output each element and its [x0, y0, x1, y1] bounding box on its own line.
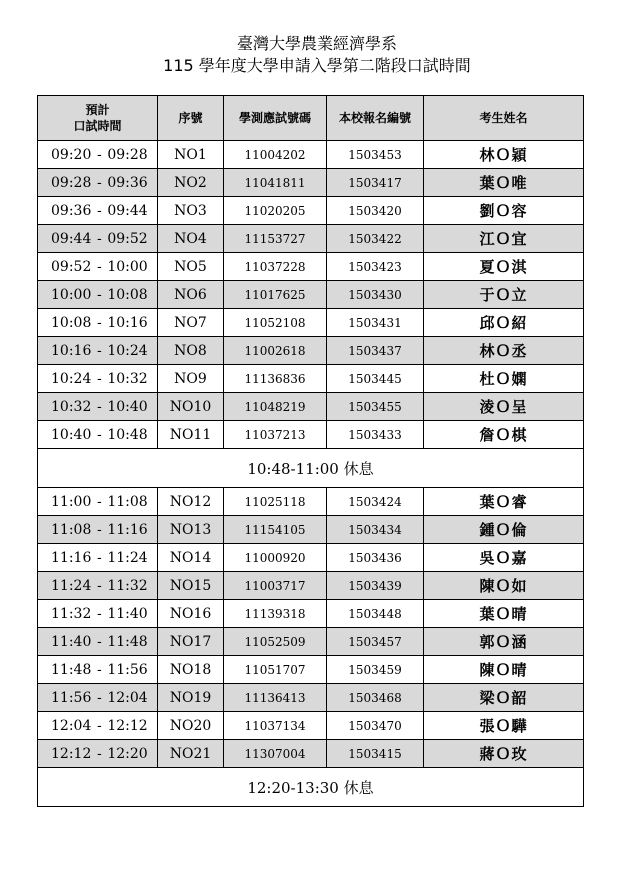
time-end: 09:44 — [107, 202, 148, 219]
header-time-line1: 預計 — [85, 103, 110, 117]
time-start: 10:40 — [51, 426, 92, 443]
seq-cell: NO17 — [158, 628, 224, 656]
school-no-cell: 1503431 — [327, 309, 424, 337]
time-cell — [38, 281, 158, 309]
time-start: 09:28 — [51, 174, 92, 191]
seq-cell: NO13 — [158, 516, 224, 544]
time-dash: - — [96, 521, 102, 538]
seq-cell: NO9 — [158, 365, 224, 393]
break-section-2 — [38, 768, 584, 807]
name-cell: 蔣Ｏ玫 — [424, 740, 584, 768]
table-row — [38, 281, 584, 309]
name-cell: 梁Ｏ韶 — [424, 684, 584, 712]
time-dash: - — [96, 717, 102, 734]
break-row — [38, 768, 584, 807]
seq-cell: NO5 — [158, 253, 224, 281]
exam-no-cell: 11037213 — [224, 421, 327, 449]
exam-no-cell: 11041811 — [224, 169, 327, 197]
time-end: 11:48 — [107, 633, 148, 650]
break-time: 12:20-13:30 — [247, 778, 339, 797]
name-cell: 淩Ｏ呈 — [424, 393, 584, 421]
time-cell — [38, 516, 158, 544]
school-no-cell: 1503433 — [327, 421, 424, 449]
seq-cell: NO14 — [158, 544, 224, 572]
time-dash: - — [96, 426, 102, 443]
seq-cell: NO8 — [158, 337, 224, 365]
page-title: 臺灣大學農業經濟學系 — [236, 34, 397, 53]
time-cell — [38, 544, 158, 572]
exam-no-cell: 11002618 — [224, 337, 327, 365]
time-start: 09:52 — [51, 258, 92, 275]
school-no-cell: 1503436 — [327, 544, 424, 572]
school-no-cell: 1503420 — [327, 197, 424, 225]
time-cell — [38, 740, 158, 768]
table-row — [38, 656, 584, 684]
name-cell: 夏Ｏ淇 — [424, 253, 584, 281]
school-no-cell: 1503430 — [327, 281, 424, 309]
school-no-cell: 1503424 — [327, 488, 424, 516]
exam-no-cell: 11017625 — [224, 281, 327, 309]
time-cell — [38, 628, 158, 656]
header-seq: 序號 — [158, 96, 224, 141]
school-no-cell: 1503437 — [327, 337, 424, 365]
exam-no-cell: 11037134 — [224, 712, 327, 740]
name-cell: 劉Ｏ容 — [424, 197, 584, 225]
exam-no-cell: 11136413 — [224, 684, 327, 712]
time-dash: - — [96, 146, 102, 163]
exam-no-cell: 11052509 — [224, 628, 327, 656]
name-cell: 葉Ｏ唯 — [424, 169, 584, 197]
time-start: 12:12 — [51, 745, 92, 762]
school-no-cell: 1503434 — [327, 516, 424, 544]
time-cell — [38, 572, 158, 600]
header-school-no: 本校報名編號 — [327, 96, 424, 141]
seq-cell: NO19 — [158, 684, 224, 712]
name-cell: 葉Ｏ睿 — [424, 488, 584, 516]
time-dash: - — [96, 493, 102, 510]
time-end: 10:32 — [107, 370, 148, 387]
school-no-cell: 1503423 — [327, 253, 424, 281]
table-row — [38, 365, 584, 393]
name-cell: 林Ｏ穎 — [424, 141, 584, 169]
table-row — [38, 712, 584, 740]
time-start: 09:36 — [51, 202, 92, 219]
seq-cell: NO15 — [158, 572, 224, 600]
time-cell — [38, 488, 158, 516]
time-cell — [38, 337, 158, 365]
time-end: 11:40 — [107, 605, 148, 622]
school-no-cell: 1503468 — [327, 684, 424, 712]
exam-no-cell: 11051707 — [224, 656, 327, 684]
time-dash: - — [96, 342, 102, 359]
exam-no-cell: 11153727 — [224, 225, 327, 253]
header-time-line2: 口試時間 — [73, 119, 122, 133]
exam-no-cell: 11136836 — [224, 365, 327, 393]
name-cell: 葉Ｏ晴 — [424, 600, 584, 628]
time-end: 12:12 — [107, 717, 148, 734]
table-row — [38, 628, 584, 656]
time-cell — [38, 365, 158, 393]
schedule-group-2 — [38, 488, 584, 768]
table-row — [38, 169, 584, 197]
time-end: 10:48 — [107, 426, 148, 443]
school-no-cell: 1503470 — [327, 712, 424, 740]
time-end: 10:00 — [107, 258, 148, 275]
seq-cell: NO16 — [158, 600, 224, 628]
exam-no-cell: 11307004 — [224, 740, 327, 768]
exam-no-cell: 11025118 — [224, 488, 327, 516]
time-start: 11:16 — [51, 549, 92, 566]
exam-no-cell: 11020205 — [224, 197, 327, 225]
header-exam-no: 學測應試號碼 — [224, 96, 327, 141]
time-end: 10:24 — [107, 342, 148, 359]
break-label: 休息 — [343, 459, 374, 478]
name-cell: 林Ｏ丞 — [424, 337, 584, 365]
time-end: 11:16 — [107, 521, 148, 538]
time-cell — [38, 421, 158, 449]
school-no-cell: 1503457 — [327, 628, 424, 656]
exam-no-cell: 11003717 — [224, 572, 327, 600]
seq-cell: NO21 — [158, 740, 224, 768]
table-row — [38, 421, 584, 449]
time-start: 11:24 — [51, 577, 92, 594]
table-row — [38, 141, 584, 169]
break-label: 休息 — [343, 778, 374, 797]
school-no-cell: 1503422 — [327, 225, 424, 253]
header-time — [38, 96, 158, 141]
name-cell: 詹Ｏ棋 — [424, 421, 584, 449]
time-cell — [38, 253, 158, 281]
seq-cell: NO4 — [158, 225, 224, 253]
time-start: 11:40 — [51, 633, 92, 650]
time-end: 10:40 — [107, 398, 148, 415]
time-dash: - — [96, 605, 102, 622]
time-dash: - — [96, 286, 102, 303]
time-start: 11:08 — [51, 521, 92, 538]
time-end: 11:32 — [107, 577, 148, 594]
seq-cell: NO10 — [158, 393, 224, 421]
school-no-cell: 1503455 — [327, 393, 424, 421]
time-end: 12:04 — [107, 689, 148, 706]
table-row — [38, 197, 584, 225]
time-dash: - — [96, 549, 102, 566]
time-start: 12:04 — [51, 717, 92, 734]
time-cell — [38, 600, 158, 628]
name-cell: 江Ｏ宜 — [424, 225, 584, 253]
name-cell: 邱Ｏ紹 — [424, 309, 584, 337]
time-start: 09:44 — [51, 230, 92, 247]
school-no-cell: 1503439 — [327, 572, 424, 600]
school-no-cell: 1503417 — [327, 169, 424, 197]
seq-cell: NO12 — [158, 488, 224, 516]
time-start: 10:32 — [51, 398, 92, 415]
exam-no-cell: 11139318 — [224, 600, 327, 628]
time-dash: - — [96, 202, 102, 219]
time-dash: - — [96, 689, 102, 706]
seq-cell: NO2 — [158, 169, 224, 197]
table-row — [38, 600, 584, 628]
seq-cell: NO20 — [158, 712, 224, 740]
time-end: 11:24 — [107, 549, 148, 566]
time-dash: - — [96, 258, 102, 275]
seq-cell: NO6 — [158, 281, 224, 309]
table-row — [38, 337, 584, 365]
time-dash: - — [96, 174, 102, 191]
name-cell: 吳Ｏ嘉 — [424, 544, 584, 572]
time-start: 11:00 — [51, 493, 92, 510]
table-row — [38, 253, 584, 281]
time-cell — [38, 141, 158, 169]
time-end: 11:56 — [107, 661, 148, 678]
time-start: 10:08 — [51, 314, 92, 331]
time-dash: - — [96, 230, 102, 247]
time-cell — [38, 169, 158, 197]
name-cell: 郭Ｏ涵 — [424, 628, 584, 656]
table-header-row — [38, 96, 584, 141]
table-row — [38, 393, 584, 421]
school-no-cell: 1503445 — [327, 365, 424, 393]
time-start: 10:24 — [51, 370, 92, 387]
break-cell — [38, 768, 584, 807]
exam-no-cell: 11004202 — [224, 141, 327, 169]
time-end: 09:28 — [107, 146, 148, 163]
time-start: 11:56 — [51, 689, 92, 706]
time-cell — [38, 712, 158, 740]
time-cell — [38, 393, 158, 421]
school-no-cell: 1503453 — [327, 141, 424, 169]
break-section-1 — [38, 449, 584, 488]
table-row — [38, 544, 584, 572]
table-row — [38, 572, 584, 600]
seq-cell: NO18 — [158, 656, 224, 684]
table-row — [38, 740, 584, 768]
time-dash: - — [96, 577, 102, 594]
time-start: 10:16 — [51, 342, 92, 359]
seq-cell: NO1 — [158, 141, 224, 169]
exam-no-cell: 11052108 — [224, 309, 327, 337]
schedule-table — [37, 95, 584, 807]
name-cell: 鍾Ｏ倫 — [424, 516, 584, 544]
time-dash: - — [96, 370, 102, 387]
table-row — [38, 309, 584, 337]
time-end: 10:08 — [107, 286, 148, 303]
break-row — [38, 449, 584, 488]
school-no-cell: 1503448 — [327, 600, 424, 628]
time-start: 11:32 — [51, 605, 92, 622]
exam-no-cell: 11048219 — [224, 393, 327, 421]
page-subtitle: 115 學年度大學申請入學第二階段口試時間 — [163, 56, 471, 75]
table-row — [38, 225, 584, 253]
seq-cell: NO11 — [158, 421, 224, 449]
time-end: 12:20 — [107, 745, 148, 762]
table-row — [38, 684, 584, 712]
time-end: 10:16 — [107, 314, 148, 331]
name-cell: 于Ｏ立 — [424, 281, 584, 309]
time-start: 10:00 — [51, 286, 92, 303]
time-dash: - — [96, 633, 102, 650]
name-cell: 陳Ｏ如 — [424, 572, 584, 600]
name-cell: 陳Ｏ晴 — [424, 656, 584, 684]
school-no-cell: 1503415 — [327, 740, 424, 768]
break-time: 10:48-11:00 — [247, 459, 339, 478]
time-cell — [38, 684, 158, 712]
time-cell — [38, 656, 158, 684]
break-cell — [38, 449, 584, 488]
seq-cell: NO3 — [158, 197, 224, 225]
school-no-cell: 1503459 — [327, 656, 424, 684]
time-dash: - — [96, 314, 102, 331]
table-row — [38, 488, 584, 516]
exam-no-cell: 11037228 — [224, 253, 327, 281]
time-end: 11:08 — [107, 493, 148, 510]
time-cell — [38, 309, 158, 337]
header-name: 考生姓名 — [424, 96, 584, 141]
time-cell — [38, 225, 158, 253]
time-end: 09:36 — [107, 174, 148, 191]
time-start: 09:20 — [51, 146, 92, 163]
time-dash: - — [96, 661, 102, 678]
time-dash: - — [96, 398, 102, 415]
time-end: 09:52 — [107, 230, 148, 247]
seq-cell: NO7 — [158, 309, 224, 337]
table-row — [38, 516, 584, 544]
schedule-group-1 — [38, 141, 584, 449]
time-cell — [38, 197, 158, 225]
exam-no-cell: 11154105 — [224, 516, 327, 544]
name-cell: 張Ｏ驊 — [424, 712, 584, 740]
exam-no-cell: 11000920 — [224, 544, 327, 572]
name-cell: 杜Ｏ嫻 — [424, 365, 584, 393]
time-dash: - — [96, 745, 102, 762]
time-start: 11:48 — [51, 661, 92, 678]
